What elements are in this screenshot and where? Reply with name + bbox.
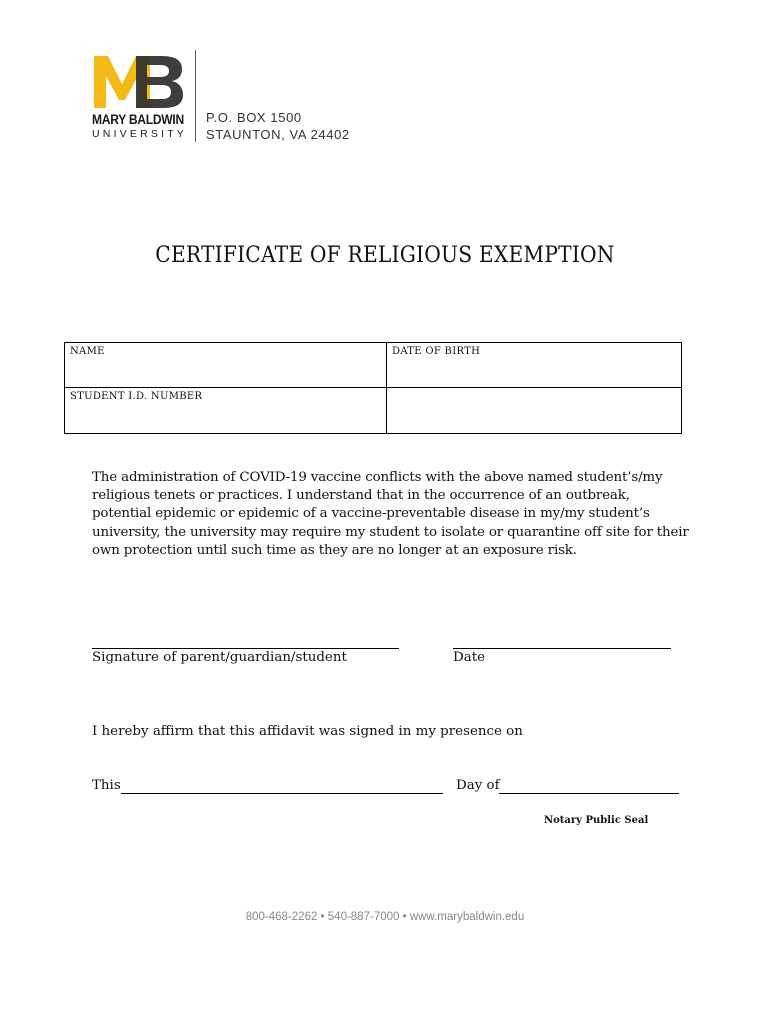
- day-of-blank-line[interactable]: [499, 793, 679, 794]
- mb-monogram-icon: [92, 54, 184, 110]
- logo-divider: [195, 50, 196, 142]
- empty-field[interactable]: [387, 388, 681, 433]
- notary-seal-label: Notary Public Seal: [544, 815, 649, 826]
- this-label: This: [92, 778, 121, 793]
- logo-university-word: UNIVERSITY: [92, 128, 188, 140]
- this-blank-line[interactable]: [121, 793, 443, 794]
- footer-contact: 800-468-2262 • 540-887-7000 • www.marybaldwin.edu: [245, 911, 525, 923]
- signature-line[interactable]: [92, 648, 399, 649]
- date-line[interactable]: [453, 648, 671, 649]
- student-info-table: [64, 342, 682, 434]
- student-id-label: STUDENT I.D. NUMBER: [70, 391, 203, 402]
- date-of-birth-label: DATE OF BIRTH: [392, 346, 481, 357]
- mailing-address: [206, 109, 350, 143]
- name-field[interactable]: [65, 343, 387, 388]
- university-logo: [92, 50, 352, 145]
- affirmation-text: I hereby affirm that this affidavit was signed in my presence on: [92, 724, 523, 739]
- date-of-birth-field[interactable]: [387, 343, 681, 388]
- name-field-label: NAME: [70, 346, 105, 357]
- exemption-statement: The administration of COVID-19 vaccine conflicts with the above named student’s/my religious tenets or practices. I understand that in the occurrence of an outbreak, potential epidemic or epidemic of a vaccine-preventable disease in my/my student’s university, the university may require my student to isolate or quarantine off site for their own protection until such time as they are no longer at an exposure risk.: [92, 470, 689, 558]
- address-line-1: P.O. BOX 1500: [206, 110, 302, 125]
- signature-label: Signature of parent/guardian/student: [92, 650, 347, 665]
- address-line-2: STAUNTON, VA 24402: [206, 127, 350, 142]
- day-of-label: Day of: [456, 778, 500, 793]
- document-title: CERTIFICATE OF RELIGIOUS EXEMPTION: [155, 243, 615, 268]
- student-id-field[interactable]: [65, 388, 387, 433]
- logo-university-name: MARY BALDWIN: [92, 112, 184, 127]
- date-label: Date: [453, 650, 486, 665]
